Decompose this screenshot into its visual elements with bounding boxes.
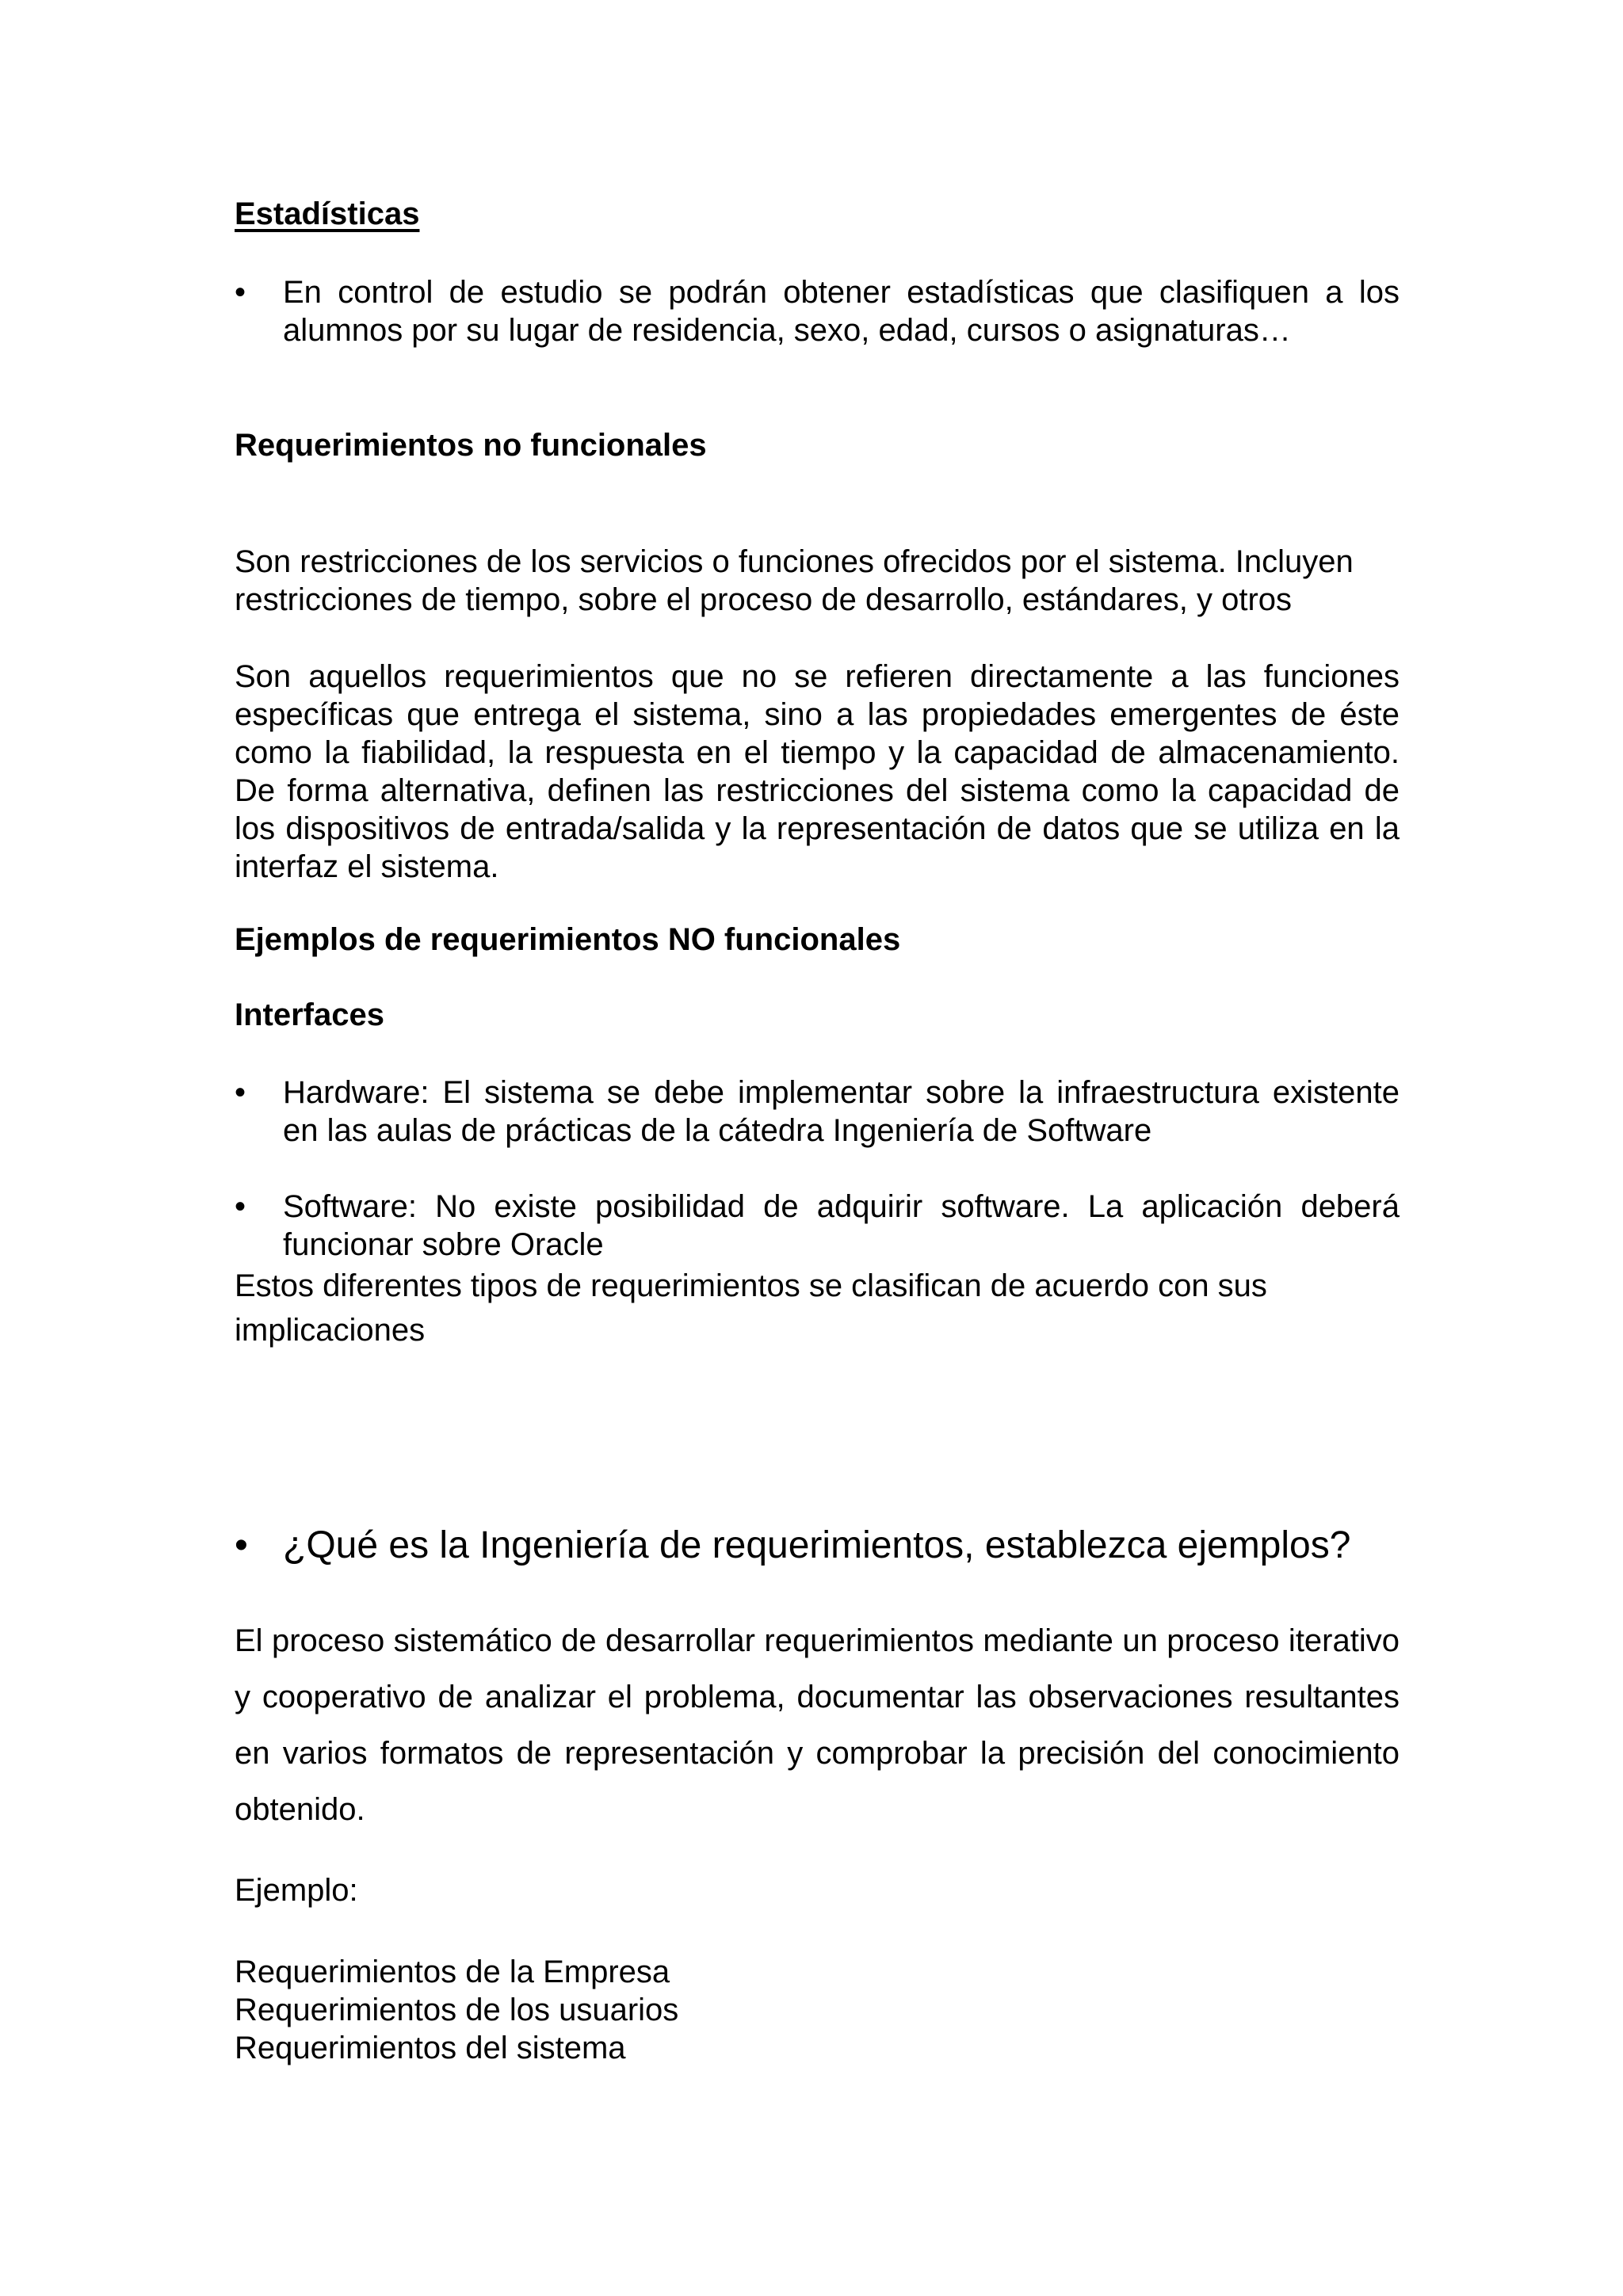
- list-item: Requerimientos de la Empresa: [235, 1955, 670, 1989]
- bullet-text-hardware: Hardware: El sistema se debe implementar sobre la infraestructura existente en las aulas de prácticas de la cátedra Ingeniería de Software: [283, 1075, 1400, 1148]
- bullet-glyph: •: [235, 1524, 248, 1566]
- paragraph-requerimientos-definicion: Son aquellos requerimientos que no se refieren directamente a las funciones específicas que entrega el sistema, sino a las propiedades emergentes de éste como la fiabilidad, la respuesta en el tiempo y la capacidad de almacenamiento. De forma alternativa, definen las restricciones del sistema como la capacidad de los dispositivos de entrada/salida y la representación de datos que se utiliza en la interfaz el sistema.: [235, 659, 1400, 884]
- bullet-question-ingenieria: [235, 1522, 1400, 1573]
- paragraph-clasificacion: [235, 1264, 1400, 1352]
- bullet-estadisticas: [235, 273, 1400, 349]
- ejemplo-list: [235, 1953, 1400, 2067]
- bullet-glyph: •: [235, 275, 246, 310]
- clasificacion-line-2: implicaciones: [235, 1313, 426, 1348]
- bullet-hardware: [235, 1074, 1400, 1150]
- clasificacion-line-1: Estos diferentes tipos de requerimientos se clasifican de acuerdo con sus: [235, 1268, 1267, 1303]
- heading-estadisticas: Estadísticas: [235, 196, 420, 231]
- bullet-software: [235, 1188, 1400, 1264]
- ejemplo-label: Ejemplo:: [235, 1873, 358, 1908]
- list-item: Requerimientos de los usuarios: [235, 1993, 679, 2027]
- bullet-text-estadisticas: En control de estudio se podrán obtener estadísticas que clasifiquen a los alumnos por su lugar de residencia, sexo, edad, cursos o asignaturas…: [283, 275, 1400, 348]
- paragraph-respuesta-ingenieria: El proceso sistemático de desarrollar requerimientos mediante un proceso iterativo y cooperativo de analizar el problema, documentar las observaciones resultantes en varios formatos de representación y comprobar la precisión del conocimiento obtenido.: [235, 1623, 1400, 1827]
- subheading-interfaces: Interfaces: [235, 997, 384, 1032]
- bullet-text-software: Software: No existe posibilidad de adquirir software. La aplicación deberá funcionar sobre Oracle: [283, 1189, 1400, 1262]
- heading-requerimientos-no-funcionales: Requerimientos no funcionales: [235, 428, 707, 463]
- question-ingenieria-requerimientos: ¿Qué es la Ingeniería de requerimientos, establezca ejemplos?: [283, 1524, 1351, 1566]
- heading-ejemplos-no-funcionales: Ejemplos de requerimientos NO funcionales: [235, 922, 901, 957]
- bullet-glyph: •: [235, 1189, 246, 1224]
- list-item: Requerimientos del sistema: [235, 2031, 626, 2065]
- paragraph-restricciones: Son restricciones de los servicios o funciones ofrecidos por el sistema. Incluyen restricciones de tiempo, sobre el proceso de desarrollo, estándares, y otros: [235, 544, 1354, 617]
- bullet-glyph: •: [235, 1075, 246, 1110]
